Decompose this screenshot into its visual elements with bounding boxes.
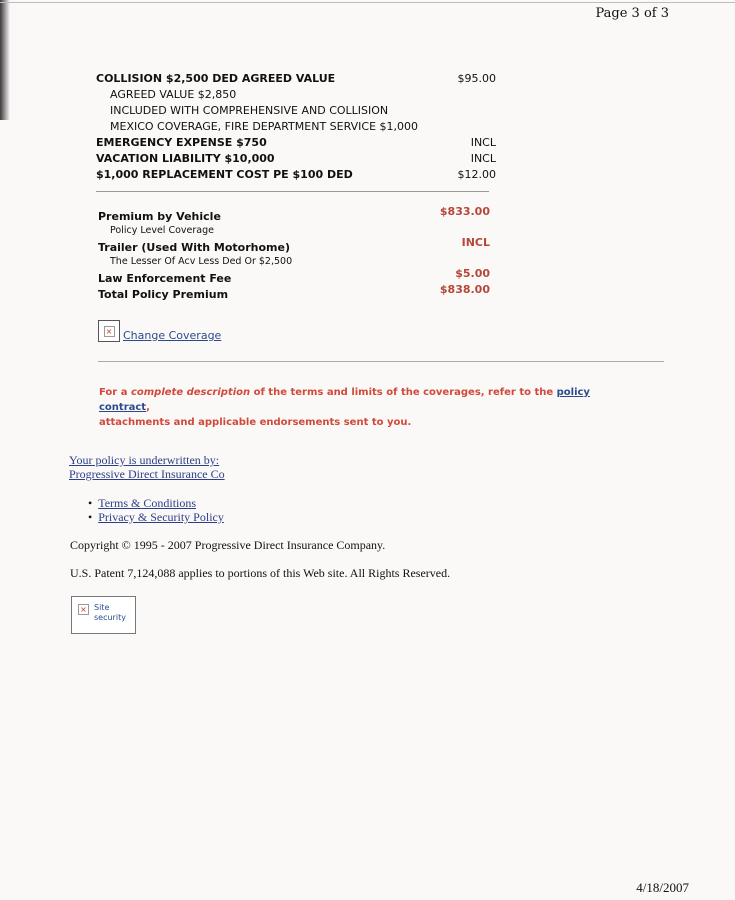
trailer-label: Trailer (Used With Motorhome) xyxy=(98,241,290,254)
site-security-line: security xyxy=(94,613,126,622)
coverage-label: $1,000 REPLACEMENT COST PE $100 DED xyxy=(96,168,353,181)
underwriter-line[interactable]: Your policy is underwritten by: xyxy=(69,453,220,467)
coverage-value: INCL xyxy=(470,152,496,165)
law-fee-row xyxy=(98,267,490,283)
page-number: Page 3 of 3 xyxy=(595,6,669,21)
coverage-value: $95.00 xyxy=(457,72,496,85)
coverage-label: MEXICO COVERAGE, FIRE DEPARTMENT SERVICE $1,000 xyxy=(110,120,419,133)
site-security-label xyxy=(94,603,126,623)
coverage-list xyxy=(96,72,496,184)
coverage-row-agreed-value xyxy=(96,88,496,104)
underwriter-link[interactable] xyxy=(69,453,225,481)
coverage-row-included xyxy=(96,104,496,120)
privacy-link-item[interactable] xyxy=(88,510,224,524)
scan-edge-shadow xyxy=(0,0,10,120)
broken-image-icon: × xyxy=(78,604,89,615)
site-security-badge[interactable] xyxy=(71,596,136,634)
coverage-label: INCLUDED WITH COMPREHENSIVE AND COLLISION xyxy=(110,104,389,117)
coverage-note xyxy=(99,385,639,430)
divider xyxy=(96,191,489,192)
coverage-row-vacation xyxy=(96,152,496,168)
coverage-label: COLLISION $2,500 DED AGREED VALUE xyxy=(96,72,336,85)
note-text: , xyxy=(146,402,150,413)
premium-vehicle-sub: Policy Level Coverage xyxy=(110,225,214,236)
total-premium-value: $838.00 xyxy=(439,283,490,296)
coverage-row-emergency xyxy=(96,136,496,152)
broken-image-icon[interactable]: × xyxy=(98,320,120,342)
coverage-label: VACATION LIABILITY $10,000 xyxy=(96,152,275,165)
footer-links xyxy=(88,496,224,524)
law-fee-label: Law Enforcement Fee xyxy=(98,272,232,285)
law-fee-value: $5.00 xyxy=(455,267,490,280)
underwriter-company[interactable]: Progressive Direct Insurance Co xyxy=(69,467,225,481)
note-text: For a xyxy=(99,387,131,398)
terms-link-item[interactable] xyxy=(88,496,224,510)
coverage-label: EMERGENCY EXPENSE $750 xyxy=(96,136,267,149)
trailer-row xyxy=(98,236,490,267)
coverage-row-replacement xyxy=(96,168,496,184)
change-coverage-link[interactable]: Change Coverage xyxy=(123,329,222,342)
patent-notice: U.S. Patent 7,124,088 applies to portions of this Web site. All Rights Reserved. xyxy=(70,566,451,580)
coverage-value: $12.00 xyxy=(457,168,496,181)
total-premium-label: Total Policy Premium xyxy=(98,288,229,301)
premium-vehicle-row xyxy=(98,205,490,236)
coverage-row-mexico xyxy=(96,120,496,136)
bullet-icon: • xyxy=(88,496,93,510)
trailer-value: INCL xyxy=(461,236,490,249)
divider xyxy=(98,361,664,362)
print-date: 4/18/2007 xyxy=(636,880,689,895)
site-security-line: Site xyxy=(94,603,110,612)
total-premium-row xyxy=(98,283,490,299)
coverage-row-collision xyxy=(96,72,496,88)
bullet-icon: • xyxy=(88,510,93,524)
top-border xyxy=(0,2,735,3)
premium-vehicle-label: Premium by Vehicle xyxy=(98,210,221,223)
coverage-value: INCL xyxy=(470,136,496,149)
note-text: attachments and applicable endorsements sent to you. xyxy=(99,417,412,428)
copyright: Copyright © 1995 - 2007 Progressive Direct Insurance Company. xyxy=(70,538,386,552)
trailer-sub: The Lesser Of Acv Less Ded Or $2,500 xyxy=(110,256,293,267)
note-emphasis: complete description xyxy=(130,387,251,398)
policy-contract-link[interactable]: policy contract xyxy=(99,387,590,413)
premium-vehicle-value: $833.00 xyxy=(439,205,490,218)
terms-link[interactable]: Terms & Conditions xyxy=(98,496,197,510)
premium-summary xyxy=(98,205,490,299)
change-coverage[interactable] xyxy=(98,320,221,342)
privacy-link[interactable]: Privacy & Security Policy xyxy=(98,510,224,524)
coverage-label: AGREED VALUE $2,850 xyxy=(110,88,237,101)
note-text: of the terms and limits of the coverages, refer to the xyxy=(250,387,557,398)
